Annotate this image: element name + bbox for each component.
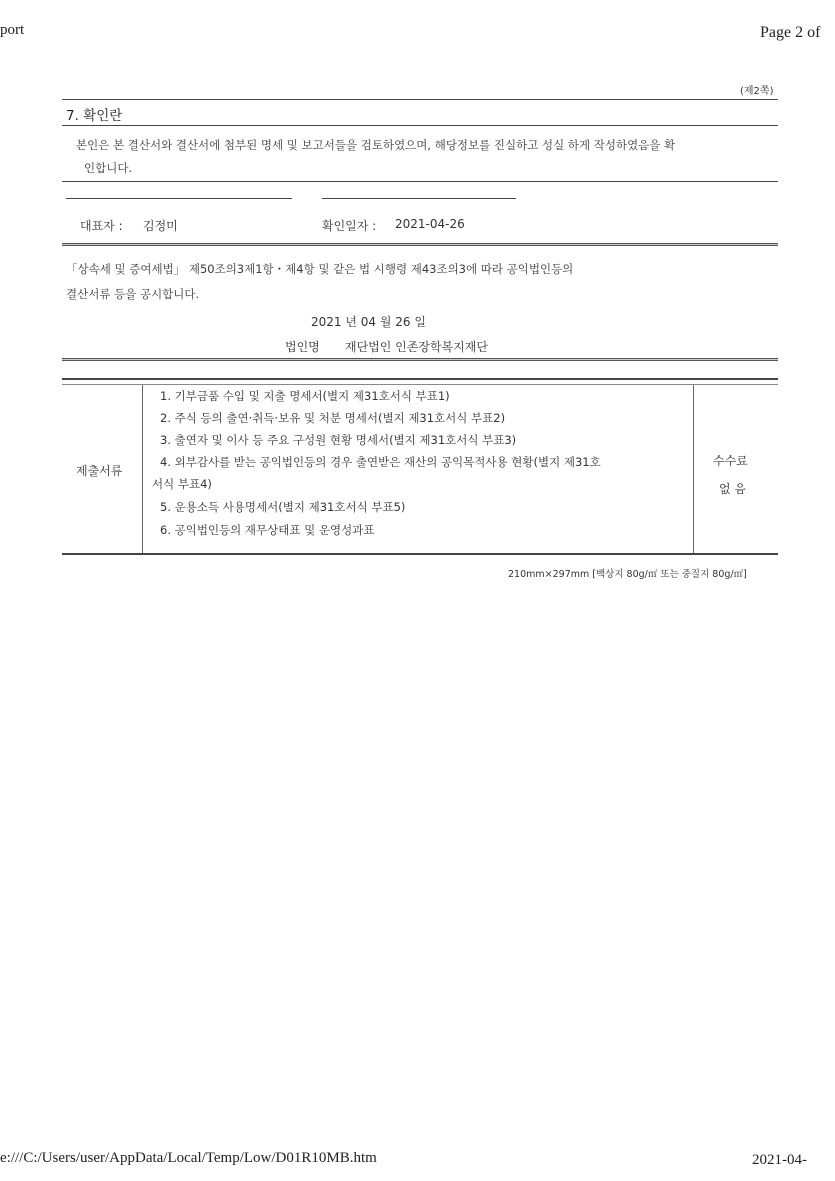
submission-document-list [148,385,693,553]
confirmation-text-line2: 인합니다. [84,161,133,175]
submission-label: 제출서류 [76,464,123,478]
print-header-page: Page 2 of [760,24,821,41]
confirm-date-value: 2021-04-26 [395,217,465,231]
form-page-number: (제2쪽) [740,86,774,97]
confirmation-text-line1: 본인은 본 결산서와 결산서에 첨부된 명세 및 보고서들을 검토하였으며, 해당정보를 진실하고 성실 하게 작성하였음을 확 [76,138,676,152]
signature-line-left [66,198,292,199]
section-title: 7. 확인란 [66,108,123,124]
table-bottom-rule [62,553,778,555]
double-rule-lower [62,358,778,361]
table-divider-left [142,385,143,553]
print-footer-date: 2021-04- [752,1152,807,1168]
submission-item-5: 5. 운용소득 사용명세서(별지 제31호서식 부표5) [160,500,406,514]
confirm-date-label: 확인일자 : [322,219,377,233]
table-top-rule [62,378,778,380]
submission-item-2: 2. 주식 등의 출연·취득·보유 및 처분 명세서(별지 제31호서식 부표2) [160,411,506,425]
submission-item-3: 3. 출연자 및 이사 등 주요 구성원 현황 명세서(별지 제31호서식 부표3) [160,433,517,447]
notice-date: 2021 년 04 월 26 일 [311,315,426,329]
corp-label: 법인명 [285,340,320,354]
print-footer-path: e:///C:/Users/user/AppData/Local/Temp/Low/D01R10MB.htm [0,1150,377,1166]
representative-name: 김정미 [143,219,178,233]
fee-value: 없 음 [719,482,746,496]
double-rule-upper [62,243,778,246]
submission-item-6: 6. 공익법인등의 재무상태표 및 운영성과표 [160,523,375,537]
section-title-rule [62,125,778,126]
submission-item-1: 1. 기부금품 수입 및 지출 명세서(별지 제31호서식 부표1) [160,389,450,403]
top-rule [62,99,778,100]
submission-item-4-cont: 서식 부표4) [152,477,212,491]
table-divider-right [693,385,694,553]
notice-line1: 「상속세 및 증여세법」 제50조의3제1항・제4항 및 같은 법 시행령 제43조의3에 따라 공익법인등의 [66,262,574,276]
representative-label: 대표자 : [80,219,123,233]
corp-name: 재단법인 인존장학복지재단 [345,340,488,354]
signature-line-right [322,198,516,199]
print-header-title: port [0,22,25,38]
submission-item-4: 4. 외부감사를 받는 공익법인등의 경우 출연받은 재산의 공익목적사용 현황(별지 제31호 [160,455,601,469]
fee-label: 수수료 [713,454,748,468]
confirmation-rule [62,181,778,182]
paper-spec: 210mm×297mm [백상지 80g/㎡ 또는 중질지 80g/㎡] [508,569,747,580]
notice-line2: 결산서류 등을 공시합니다. [66,287,200,301]
